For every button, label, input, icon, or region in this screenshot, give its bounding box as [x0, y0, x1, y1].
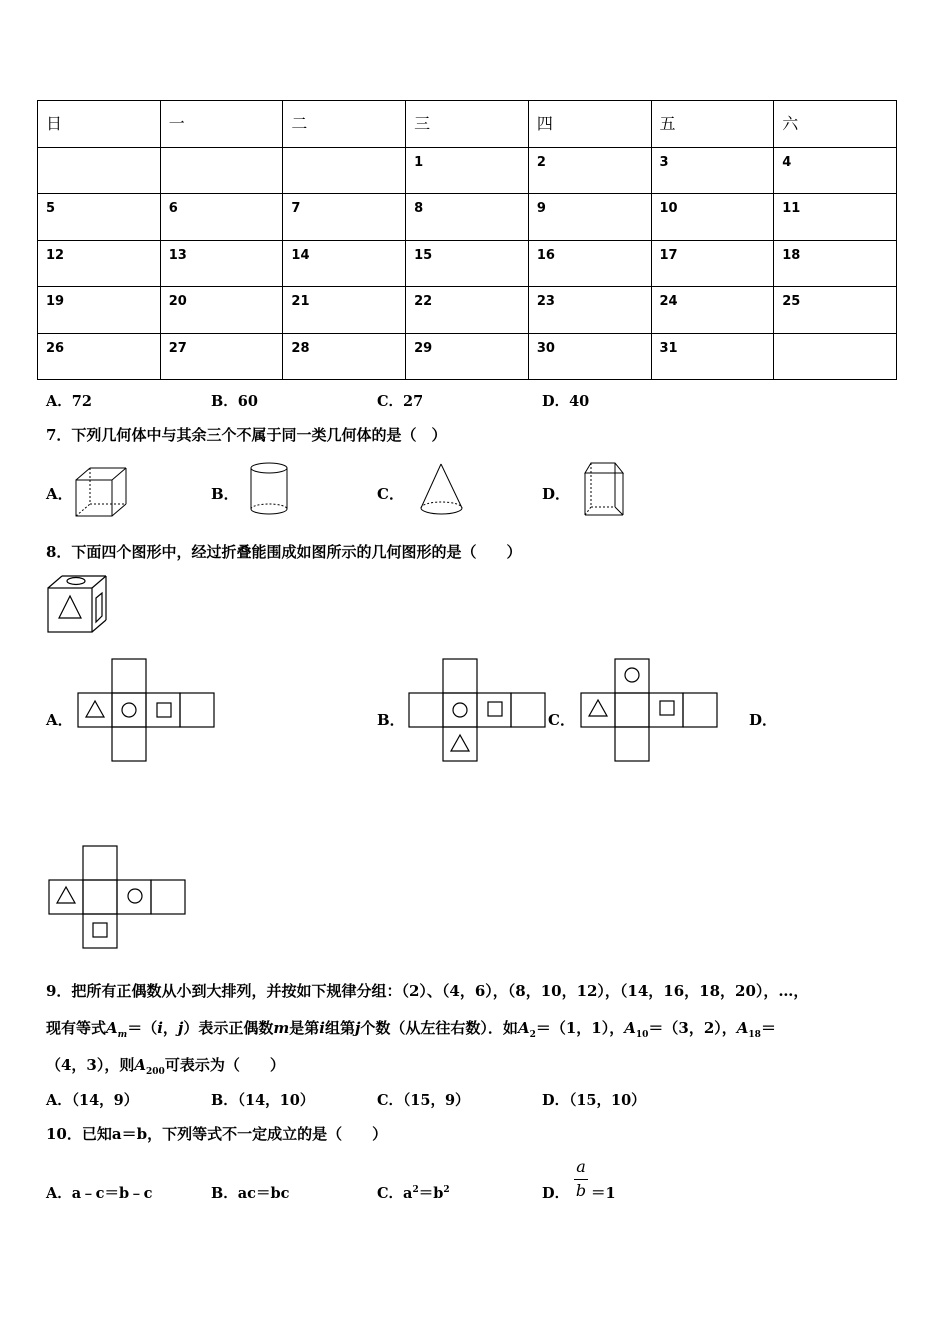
- net-a-figure: [77, 658, 217, 762]
- text: 是第: [289, 1019, 320, 1037]
- q9-option-d: D．（15，10）: [542, 1092, 646, 1109]
- subscript: 10: [635, 1030, 649, 1040]
- q7-label-a: A．: [46, 485, 73, 503]
- var: A: [624, 1019, 636, 1037]
- calendar-cell: 12: [38, 240, 161, 287]
- calendar-cell: 14: [283, 240, 406, 287]
- subscript: 200: [146, 1067, 165, 1077]
- calendar-cell: 20: [160, 287, 283, 334]
- q7-label-c: C．: [377, 485, 404, 503]
- var: A: [106, 1019, 118, 1037]
- calendar-header-cell: 四: [528, 101, 651, 148]
- calendar-cell: 17: [651, 240, 774, 287]
- q6-option-c: C．27: [377, 393, 424, 410]
- calendar-cell: 5: [38, 194, 161, 241]
- calendar-cell: 7: [283, 194, 406, 241]
- calendar-cell: 28: [283, 333, 406, 380]
- calendar-row: [38, 333, 897, 380]
- calendar-header-cell: 日: [38, 101, 161, 148]
- text: ＝（: [127, 1019, 158, 1037]
- calendar-cell: 15: [406, 240, 529, 287]
- var: A: [134, 1056, 147, 1074]
- q8-label-c: C．: [548, 711, 575, 729]
- net-c-figure: [580, 658, 720, 762]
- text: ＝b: [418, 1185, 444, 1202]
- cone-icon: [418, 462, 466, 518]
- fraction-numerator: a: [576, 1157, 586, 1176]
- calendar-header-cell: 二: [283, 101, 406, 148]
- calendar-cell: 22: [406, 287, 529, 334]
- q9-line1: 9．把所有正偶数从小到大排列，并按如下规律分组：（2）、（4，6），（8，10，12），（14，16，18，20），…，: [46, 982, 809, 1000]
- text: ，: [162, 1019, 178, 1037]
- prism-icon: [581, 461, 629, 519]
- q8-stem: 8．下面四个图形中，经过折叠能围成如图所示的几何图形的是（ ）: [46, 543, 522, 561]
- q9-option-b: B．（14，10）: [211, 1092, 315, 1109]
- text: 现有等式: [46, 1019, 107, 1037]
- var: i: [157, 1019, 163, 1037]
- q9-option-a: A．（14，9）: [46, 1092, 139, 1109]
- text: 组第: [324, 1019, 355, 1037]
- cylinder-icon: [248, 461, 290, 517]
- text: a: [403, 1185, 413, 1202]
- calendar-cell: 10: [651, 194, 774, 241]
- calendar-cell: [38, 147, 161, 194]
- text: ＝（1，1），: [535, 1019, 625, 1037]
- var: A: [736, 1019, 749, 1037]
- calendar-cell: [160, 147, 283, 194]
- net-d-figure: [48, 845, 188, 951]
- calendar-cell: 23: [528, 287, 651, 334]
- q10-option-d-eq: ＝1: [591, 1185, 616, 1202]
- calendar-header-row: [38, 101, 897, 148]
- text: ）表示正偶数: [183, 1019, 274, 1037]
- calendar-cell: 11: [774, 194, 897, 241]
- text: C．: [377, 1185, 404, 1202]
- calendar-header-cell: 六: [774, 101, 897, 148]
- calendar-header-cell: 三: [406, 101, 529, 148]
- subscript: 18: [748, 1030, 761, 1040]
- fraction-bar: [574, 1179, 588, 1180]
- var: m: [273, 1019, 290, 1037]
- var: i: [319, 1019, 325, 1037]
- q7-label-b: B．: [211, 485, 239, 503]
- q8-label-d: D．: [749, 711, 778, 729]
- calendar-row: [38, 147, 897, 194]
- calendar-cell: 13: [160, 240, 283, 287]
- text: （4，3），则: [46, 1056, 135, 1074]
- calendar-cell: [774, 333, 897, 380]
- superscript: 2: [443, 1185, 450, 1196]
- text: ＝: [760, 1019, 776, 1037]
- q7-label-d: D．: [542, 485, 571, 503]
- calendar-cell: 1: [406, 147, 529, 194]
- calendar-table: [37, 100, 897, 380]
- q7-stem: 7．下列几何体中与其余三个不属于同一类几何体的是（ ）: [46, 426, 447, 444]
- q9-option-c: C．（15，9）: [377, 1092, 470, 1109]
- q6-option-d: D．40: [542, 393, 590, 410]
- calendar-cell: 31: [651, 333, 774, 380]
- calendar-cell: 16: [528, 240, 651, 287]
- calendar-cell: 6: [160, 194, 283, 241]
- q10-option-d-label: D．: [542, 1185, 570, 1202]
- superscript: 2: [412, 1185, 419, 1196]
- q10-option-b: B．ac＝bc: [211, 1185, 290, 1202]
- calendar-cell: 30: [528, 333, 651, 380]
- q6-option-a: A．72: [46, 393, 92, 410]
- calendar-cell: 21: [283, 287, 406, 334]
- calendar-cell: 4: [774, 147, 897, 194]
- calendar-cell: 25: [774, 287, 897, 334]
- calendar-cell: 19: [38, 287, 161, 334]
- calendar-cell: 27: [160, 333, 283, 380]
- calendar-row: [38, 194, 897, 241]
- q8-label-b: B．: [377, 711, 405, 729]
- q10-stem: 10．已知a＝b，下列等式不一定成立的是（ ）: [46, 1125, 388, 1143]
- calendar-cell: 9: [528, 194, 651, 241]
- q8-label-a: A．: [46, 711, 73, 729]
- fraction-denominator: b: [575, 1181, 587, 1200]
- calendar-cell: [283, 147, 406, 194]
- net-b-figure: [408, 658, 548, 762]
- text: 个数（从左往右数）．如: [360, 1019, 518, 1037]
- calendar-cell: 8: [406, 194, 529, 241]
- calendar-cell: 3: [651, 147, 774, 194]
- calendar-cell: 29: [406, 333, 529, 380]
- q9-line2: [46, 1017, 776, 1040]
- calendar-header-cell: 五: [651, 101, 774, 148]
- q9-line3: [46, 1054, 285, 1077]
- var: j: [177, 1019, 184, 1037]
- subscript: 2: [529, 1030, 536, 1040]
- calendar-header-cell: 一: [160, 101, 283, 148]
- var: m: [117, 1030, 128, 1040]
- var: j: [354, 1019, 361, 1037]
- q10-option-a: A．a﹣c＝b﹣c: [46, 1185, 153, 1202]
- q10-option-c: [377, 1182, 450, 1203]
- text: 可表示为（ ）: [164, 1056, 285, 1074]
- var: A: [517, 1019, 530, 1037]
- text: ＝（3，2），: [648, 1019, 737, 1037]
- calendar-cell: 24: [651, 287, 774, 334]
- calendar-cell: 26: [38, 333, 161, 380]
- folded-cube-figure: [46, 574, 110, 636]
- q6-option-b: B．60: [211, 393, 258, 410]
- calendar-row: [38, 240, 897, 287]
- calendar-cell: 18: [774, 240, 897, 287]
- calendar-cell: 2: [528, 147, 651, 194]
- calendar-row: [38, 287, 897, 334]
- cube-icon: [72, 466, 128, 520]
